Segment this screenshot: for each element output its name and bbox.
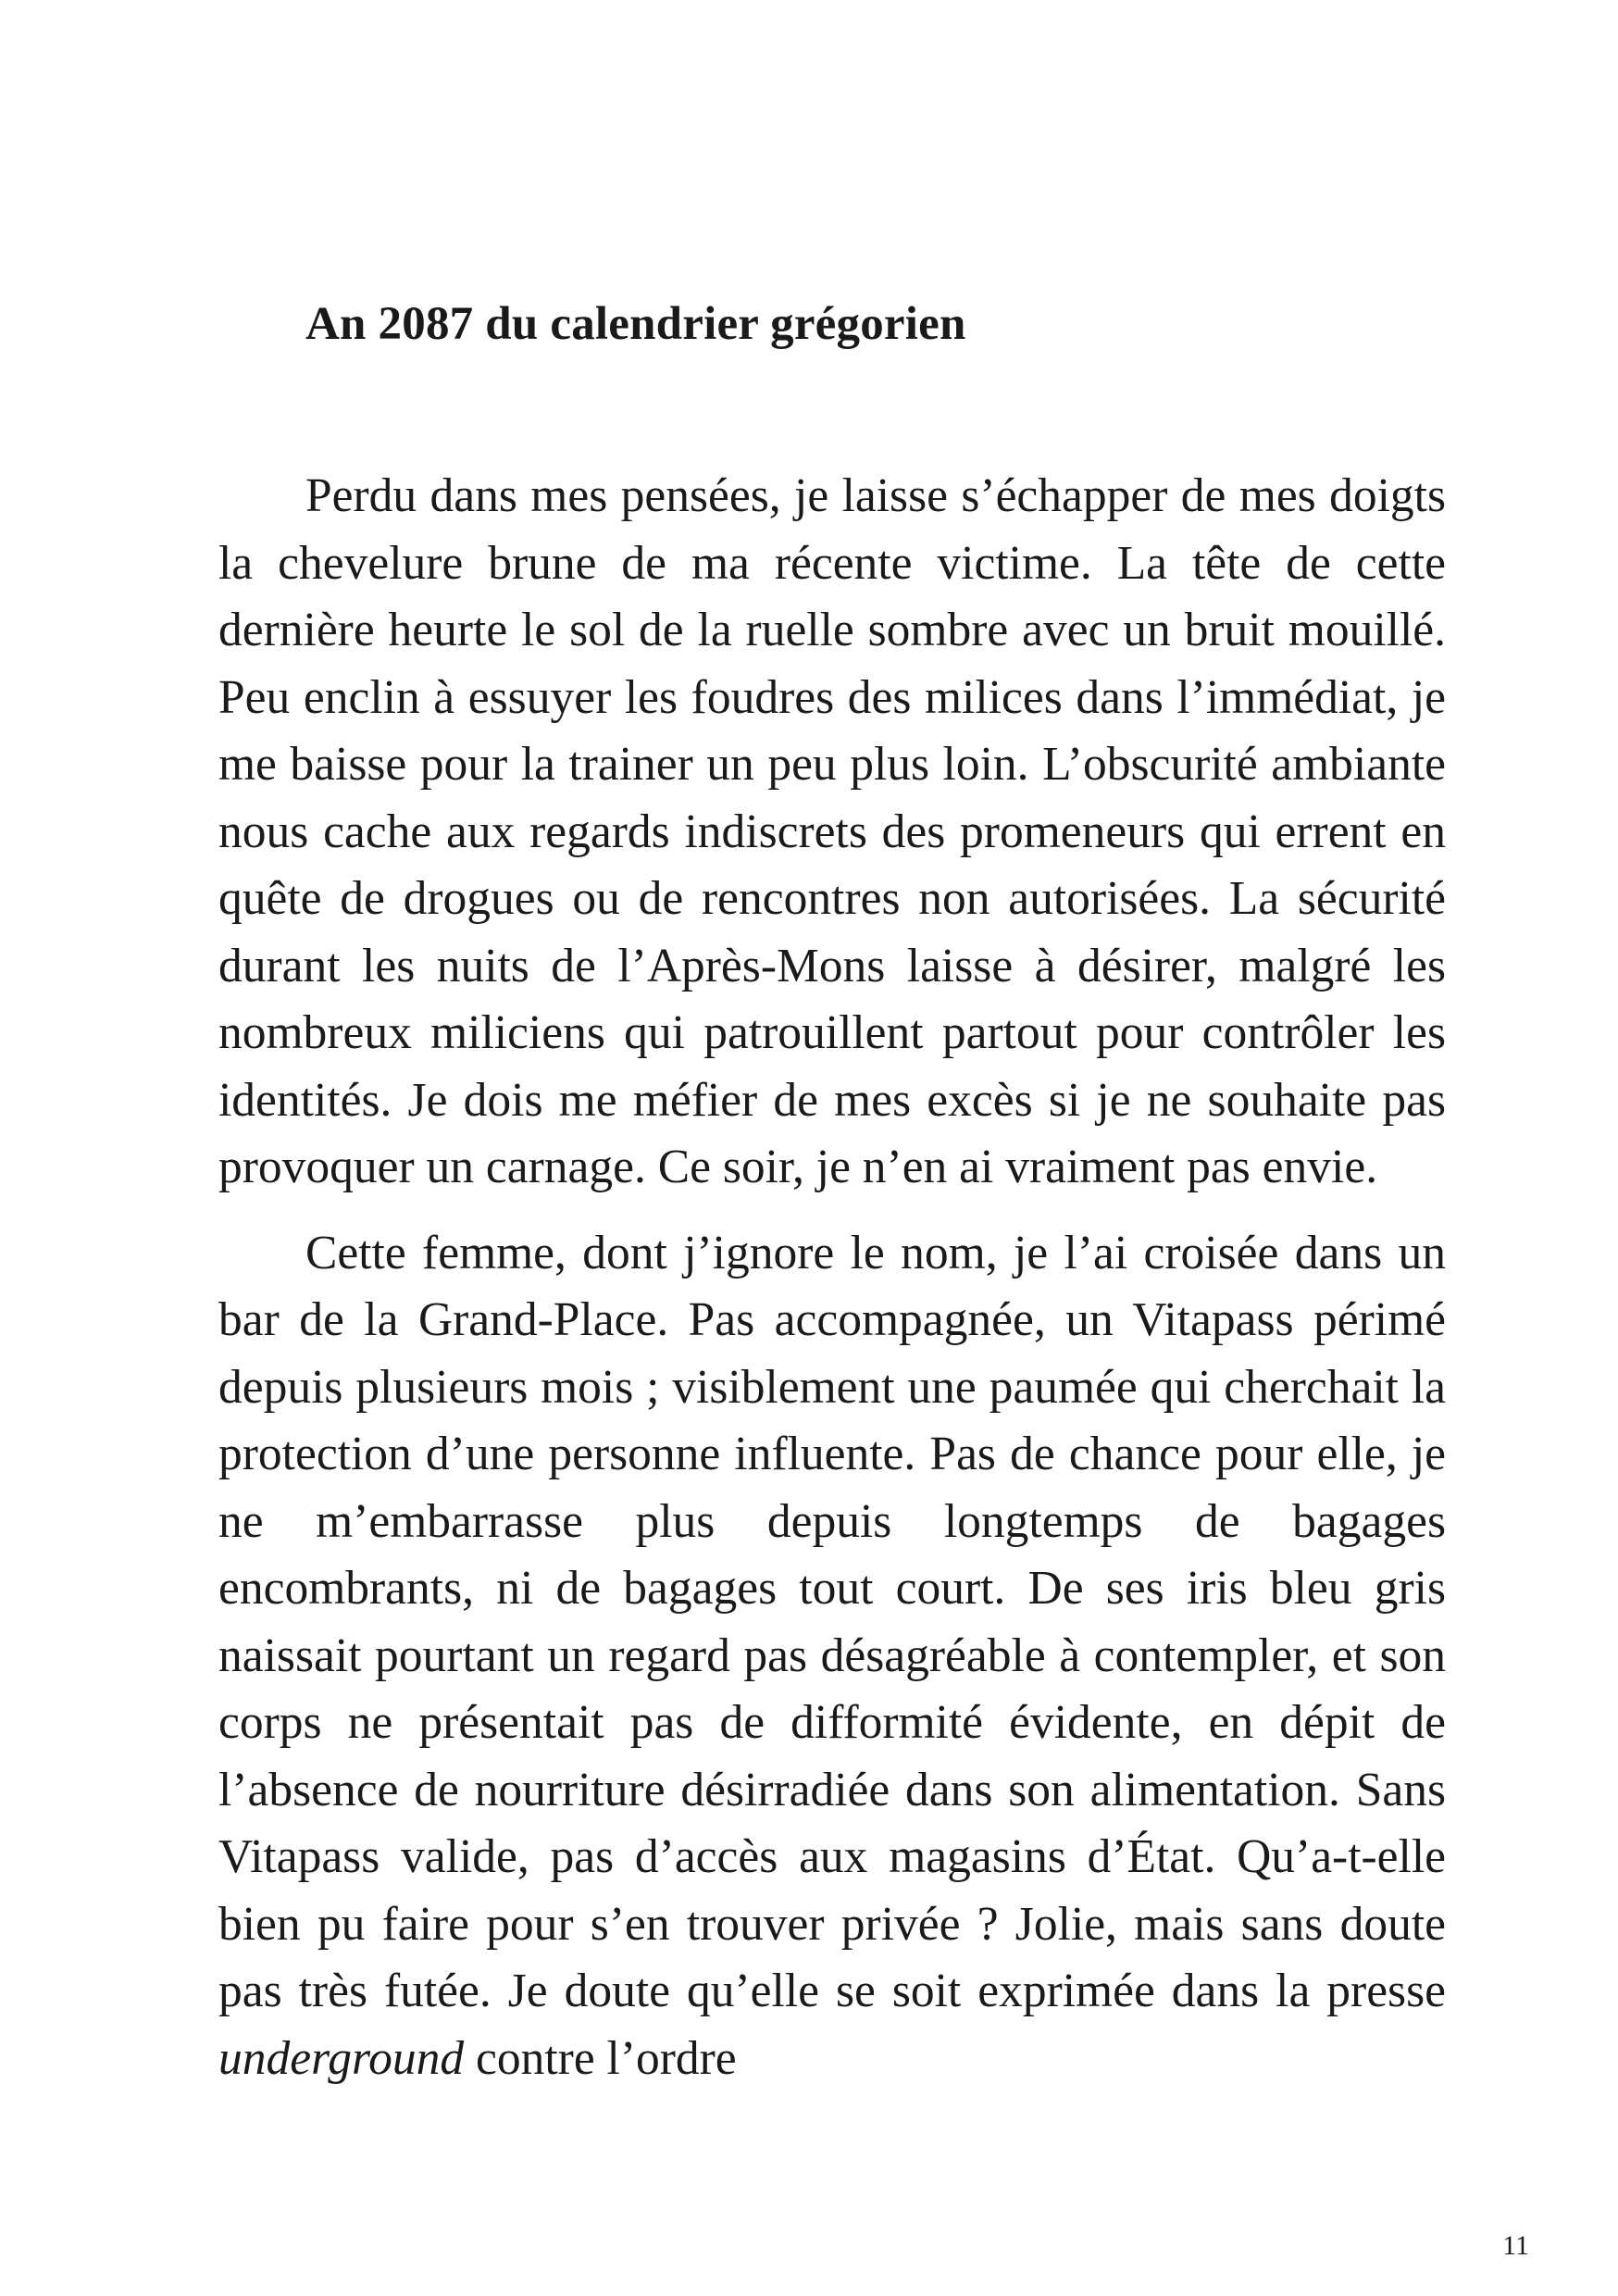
paragraph-2 bbox=[218, 1220, 1446, 2093]
paragraph-1 bbox=[218, 463, 1446, 1202]
italic-term: underground bbox=[218, 2031, 465, 2085]
paragraph-2-tail: contre l’ordre bbox=[464, 2031, 737, 2085]
paragraph-1-text: Perdu dans mes pensées, je laisse s’échapper de mes doigts la chevelure brune de ma récente victime. La tête de cette dernière heurte le sol de la ruelle sombre avec un bruit mouillé. Peu enclin à essuyer les foudres des milices dans l’immédiat, je me baisse pour la trainer un peu plus loin. L’obscurité ambiante nous cache aux regards indiscrets des promeneurs qui errent en quête de drogues ou de rencontres non autorisées. La sécurité durant les nuits de l’Après-Mons laisse à désirer, malgré les nombreux miliciens qui patrouillent partout pour contrôler les identités. Je dois me méfier de mes excès si je ne souhaite pas provoquer un carnage. Ce soir, je n’en ai vraiment pas envie. bbox=[218, 469, 1446, 1193]
paragraph-2-text: Cette femme, dont j’ignore le nom, je l’ai croisée dans un bar de la Grand-Place. Pas accompagnée, un Vitapass périmé depuis plusieurs mois ; visiblement une paumée qui cherchait la protection d’une personne influente. Pas de chance pour elle, je ne m’embarrasse plus depuis longtemps de bagages encombrants, ni de bagages tout court. De ses iris bleu gris naissait pourtant un regard pas désagréable à contempler, et son corps ne présentait pas de difformité évidente, en dépit de l’absence de nourriture désirradiée dans son alimentation. Sans Vitapass valide, pas d’accès aux magasins d’État. Qu’a-t-elle bien pu faire pour s’en trouver privée ? Jolie, mais sans doute pas très futée. Je doute qu’elle se soit exprimée dans la presse bbox=[218, 1226, 1446, 2017]
page-number: 11 bbox=[1502, 2230, 1529, 2261]
body-text bbox=[218, 463, 1446, 2111]
chapter-title: An 2087 du calendrier grégorien bbox=[305, 298, 966, 350]
